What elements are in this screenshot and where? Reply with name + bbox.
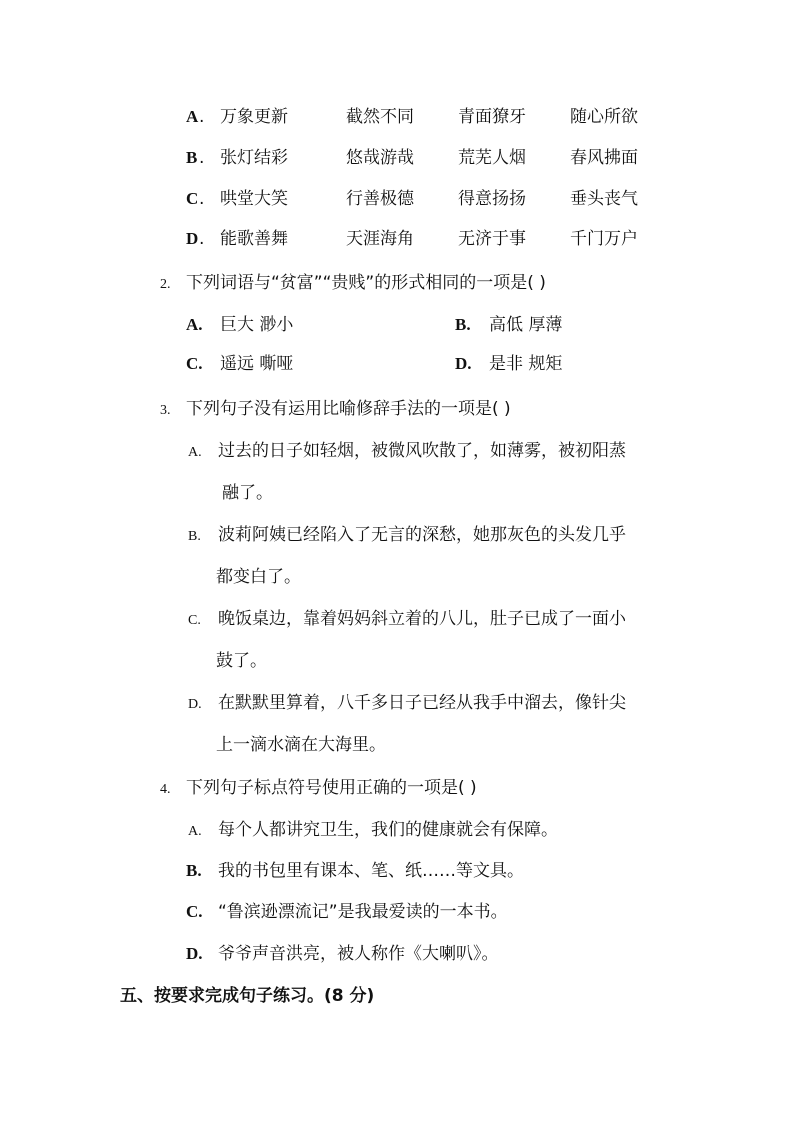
option-label: B.	[186, 861, 202, 880]
question-text: 下列句子没有运用比喻修辞手法的一项是( )	[186, 399, 511, 419]
option-text: 高低 厚薄	[489, 315, 563, 335]
option-text: 上一滴水滴在大海里。	[216, 735, 386, 755]
option-text: 融了。	[222, 483, 273, 503]
option-text: 在默默里算着，八千多日子已经从我手中溜去，像针尖	[218, 693, 626, 713]
idiom: 悠哉游哉	[346, 148, 414, 168]
option-text: 是非 规矩	[489, 354, 563, 374]
question-text: 下列句子标点符号使用正确的一项是( )	[186, 778, 477, 798]
idiom: 春风拂面	[570, 148, 638, 168]
option-label: D.	[188, 697, 202, 712]
option-label: A.	[186, 315, 203, 334]
idiom: 垂头丧气	[570, 189, 638, 209]
option-label: A.	[188, 824, 202, 839]
idiom: 哄堂大笑	[220, 189, 288, 209]
option-label: C.	[186, 354, 203, 373]
option-text: 都变白了。	[216, 567, 301, 587]
idiom: 截然不同	[346, 107, 414, 127]
question-number: 2.	[160, 277, 171, 292]
option-label: C.	[188, 613, 201, 628]
option-letter: A	[186, 107, 199, 126]
option-text: 鼓了。	[216, 651, 267, 671]
option-label: D.	[455, 354, 472, 373]
idiom: 能歌善舞	[220, 229, 288, 249]
question-text: 下列词语与“贫富”“贵贱”的形式相同的一项是( )	[186, 273, 546, 293]
option-text: 我的书包里有课本、笔、纸……等文具。	[218, 861, 524, 881]
idiom: 荒芜人烟	[458, 148, 526, 168]
option-label: A.	[188, 445, 202, 460]
idiom: 随心所欲	[570, 107, 638, 127]
option-sep: .	[199, 229, 205, 249]
idiom: 万象更新	[220, 107, 288, 127]
question-number: 4.	[160, 782, 171, 797]
option-label: B.	[455, 315, 471, 334]
idiom: 天涯海角	[346, 229, 414, 249]
option-text: 每个人都讲究卫生，我们的健康就会有保障。	[218, 820, 558, 840]
option-text: 过去的日子如轻烟，被微风吹散了，如薄雾，被初阳蒸	[218, 441, 626, 461]
option-text: 波莉阿姨已经陷入了无言的深愁，她那灰色的头发几乎	[218, 525, 626, 545]
option-text: 晚饭桌边，靠着妈妈斜立着的八儿，肚子已成了一面小	[218, 609, 626, 629]
idiom: 张灯结彩	[220, 148, 288, 168]
option-text: 爷爷声音洪亮，被人称作《大喇叭》。	[218, 944, 499, 964]
question-number: 3.	[160, 403, 171, 418]
idiom: 得意扬扬	[458, 189, 526, 209]
option-label: C.	[186, 902, 203, 921]
option-text: 遥远 嘶哑	[220, 354, 294, 374]
option-label: D.	[186, 944, 203, 963]
option-sep: .	[199, 189, 205, 209]
idiom: 千门万户	[570, 229, 638, 249]
option-sep: .	[199, 148, 205, 168]
option-text: 巨大 渺小	[220, 315, 294, 335]
option-letter: B	[186, 148, 198, 167]
option-text: “鲁滨逊漂流记”是我最爱读的一本书。	[218, 902, 508, 922]
idiom: 青面獠牙	[458, 107, 526, 127]
section-five-heading: 五、按要求完成句子练习。(8 分)	[120, 986, 375, 1006]
option-letter: C	[186, 189, 199, 208]
idiom: 行善极德	[346, 189, 414, 209]
option-letter: D	[186, 229, 199, 248]
option-sep: .	[199, 107, 205, 127]
option-label: B.	[188, 529, 201, 544]
idiom: 无济于事	[458, 229, 526, 249]
